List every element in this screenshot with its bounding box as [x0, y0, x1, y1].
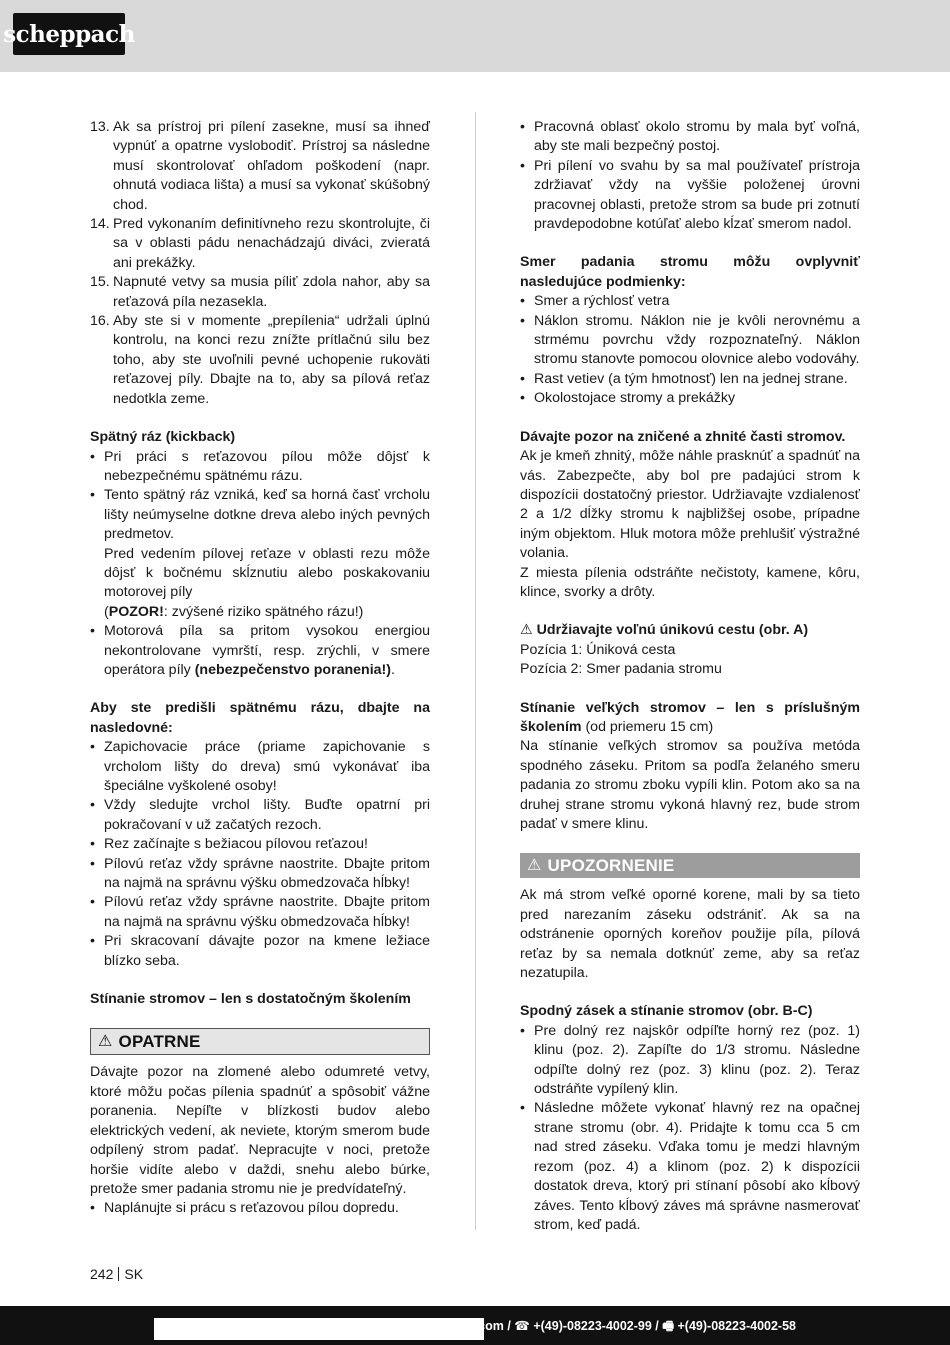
page-number — [90, 1266, 143, 1282]
notch-list — [520, 1022, 860, 1235]
list-item: • Naplánujte si prácu s reťazovou pílou dopredu. — [90, 1199, 430, 1218]
list-item: • Pri práci s reťazovou pílou môže dôjsť k nebezpečnému spätnému rázu. — [90, 448, 430, 487]
list-item: • Rez začínajte s bežiacou pílovou reťazou! — [90, 835, 430, 854]
warning-triangle-icon: ⚠ — [527, 857, 542, 875]
list-item: • Následne môžete vykonať hlavný rez na opačnej strane stromu (obr. 4). Pridajte k tomu cca 5 cm nad stred záseku. Vďaka tomu je medzi hlavným rezom (poz. 4) a klinom (poz. 2) k dispozícii dostatok dreva, ktorý pri stínaní pôsobí ako kĺbový záves. Tento kĺbový záves má správne nasmerovať strom, keď padá. — [520, 1099, 860, 1235]
item-text: Tento spätný ráz vzniká, keď sa horná časť vrcholu lišty neúmyselne dotkne dreva alebo iných pevných predmetov. — [104, 487, 430, 543]
fall-direction-heading: Smer padania stromu môžu ovplyvniť nasledujúce podmienky: — [520, 254, 860, 290]
escape-position-2: Pozícia 2: Smer padania stromu — [520, 661, 722, 678]
list-item: • Pílovú reťaz vždy správne naostrite. Dbajte pritom na najmä na správnu výšku obmedzovača hĺbky! — [90, 855, 430, 894]
list-item: • Náklon stromu. Náklon nie je kvôli nerovnému a strmému povrchu vždy rozpoznateľný. Náklon stromu stanovte pomocou olovnice alebo vodováhy. — [520, 312, 860, 370]
list-item: • Smer a rýchlosť vetra — [520, 292, 860, 311]
list-item — [90, 215, 430, 273]
escape-position-1: Pozícia 1: Úniková cesta — [520, 641, 676, 658]
kickback-heading: Spätný ráz (kickback) — [90, 429, 236, 446]
list-item — [90, 273, 430, 312]
list-item: • Vždy sledujte vrchol lišty. Buďte opatrní pri pokračovaní v už začatých rezoch. — [90, 796, 430, 835]
caution-label: OPATRNE — [118, 1032, 201, 1052]
list-item — [90, 622, 430, 680]
footer-bar — [0, 1306, 950, 1345]
right-column — [520, 118, 860, 1235]
list-item: • Okolostojace stromy a prekážky — [520, 389, 860, 408]
item-number: 16. — [90, 313, 110, 330]
caution-word: POZOR! — [108, 603, 164, 620]
avoid-kickback-heading: Aby ste predišli spätnému rázu, dbajte na nasledovné: — [90, 700, 430, 736]
warning-label: UPOZORNENIE — [547, 856, 675, 876]
numbered-list — [90, 118, 430, 409]
item-text: Aby ste si v momente „prepílenia“ udržali úplnú kontrolu, na konci rezu znížte prítlačnú silu bez toho, aby ste uvoľnili pevné uchopenie rukoväti reťazovej píly. Dbajte na to, aby sa pílová reťaz nedotkla zeme. — [113, 313, 430, 407]
kickback-list — [90, 448, 430, 681]
item-text: Ak sa prístroj pri pílení zasekne, musí sa ihneď vypnúť a opatrne vyslobodiť. Prístroj sa následne musí skontrolovať ohľadom poškodení (napr. ohnutá vodiaca lišta) a musí sa vykonať skúšobný chod. — [113, 119, 430, 213]
warning-triangle-icon: ⚠ — [98, 1033, 113, 1051]
notch-heading: Spodný zásek a stínanie stromov (obr. B-C) — [520, 1003, 813, 1020]
item-text: Pred vedením pílovej reťaze v oblasti rezu môže dôjsť k bočnému skĺznutiu alebo poskakovaniu motorovej píly — [104, 545, 430, 601]
warning-text: Ak má strom veľké oporné korene, mali by sa tieto pred narezaním záseku odstrániť. Ak sa na odstránenie oporných koreňov použije píla, pílová reťaz by sa nemala dotknúť zeme, aby sa reťaz nezatupila. — [520, 887, 860, 982]
item-text: : zvýšené riziko spätného rázu!) — [163, 603, 364, 620]
large-trees-title: Stínanie veľkých stromov – len s príslušným školením — [520, 699, 860, 735]
item-text: Napnuté vetvy sa musia píliť zdola nahor, aby sa reťazová píla nezasekla. — [113, 274, 430, 310]
list-item — [90, 312, 430, 409]
large-trees-suffix: (od priemeru 15 cm) — [581, 718, 714, 735]
item-number: 15. — [90, 274, 110, 291]
danger-note: (nebezpečenstvo poranenia!) — [194, 661, 392, 678]
header-bar — [0, 0, 950, 72]
caution-list — [90, 1199, 430, 1218]
list-item: • Pri skracovaní dávajte pozor na kmene ležiace blízko seba. — [90, 932, 430, 971]
damaged-trees-text: Ak je kmeň zhnitý, môže náhle prasknúť a spadnúť na vás. Zabezpečte, aby bol pre padajúci strom k dispozícii dostatočný priestor. Udržiavajte vzdialenosť 2 a 1/2 dĺžky stromu k najbližšej osobe, prípadne iným objektom. Hluk motora môže prehlušiť výstražné volania. — [520, 448, 860, 562]
fall-direction-list — [520, 292, 860, 408]
large-trees-heading — [520, 699, 860, 738]
item-text: ( — [104, 603, 109, 620]
list-item: • Pre dolný rez najskôr odpíľte horný rez (poz. 1) klinu (poz. 2). Zapíľte do 1/3 stromu. Následne odpíľte dolný rez (poz. 3) klinu (poz. 2). Teraz odstráňte vypílený klin. — [520, 1022, 860, 1100]
list-item: • Pracovná oblasť okolo stromu by mala byť voľná, aby ste mali bezpečný postoj. — [520, 118, 860, 157]
avoid-kickback-list — [90, 738, 430, 971]
item-number: 13. — [90, 119, 110, 135]
page-number-value: 242 — [90, 1266, 114, 1282]
caution-text: Dávajte pozor na zlomené alebo odumreté vetvy, ktoré môžu počas pílenia spadnúť a spôsobiť vážne poranenia. Nepíľte v blízkosti budov alebo elektrických vedení, ak neviete, ktorým smerom bude odpílený strom padať. Nepracujte v noci, pretože horšie vidíte alebo v daždi, snehu alebo búrke, pretože smer padania stromu nie je predvídateľný. — [90, 1064, 430, 1197]
damaged-trees-heading: Dávajte pozor na zničené a zhnité časti stromov. — [520, 428, 846, 445]
list-item: • Pri pílení vo svahu by sa mal používateľ prístroja zdržiavať vždy na vyššie položenej úrovni pracovnej oblasti, pretože strom sa bude pri zotnutí pravdepodobne kotúľať alebo kĺzať smerom nadol. — [520, 157, 860, 235]
work-area-list — [520, 118, 860, 234]
felling-heading: Stínanie stromov – len s dostatočným školením — [90, 991, 411, 1008]
language-code: SK — [124, 1266, 144, 1282]
brand-logo: scheppach — [13, 13, 125, 55]
item-number: 14. — [90, 216, 110, 233]
item-text: Pred vykonaním definitívneho rezu skontrolujte, či sa v oblasti pádu nenachádzajú diváci, zvieratá ani prekážky. — [113, 216, 430, 271]
large-trees-text: Na stínanie veľkých stromov sa používa metóda spodného záseku. Pritom sa podľa želaného smeru padania zo stromu zboku vypíli klin. Potom ako sa na druhej strane stromu vykoná hlavný rez, bude strom padať v smere klinu. — [520, 738, 860, 832]
item-text: . — [391, 661, 395, 678]
column-divider — [475, 112, 476, 1230]
footer-contact: ch.com / ☎ +(49)-08223-4002-99 / 🖷 +(49)-08223-4002-58 — [460, 1319, 796, 1333]
escape-route-heading: ⚠ Udržiavajte voľnú únikovú cestu (obr. A) — [520, 622, 809, 639]
damaged-trees-text-2: Z miesta pílenia odstráňte nečistoty, kamene, kôru, klince, svorky a drôty. — [520, 564, 860, 600]
caution-box — [90, 1028, 430, 1055]
left-column — [90, 118, 430, 1219]
list-item: • Pílovú reťaz vždy správne naostrite. Dbajte pritom na najmä na správnu výšku obmedzovača hĺbky! — [90, 893, 430, 932]
item-text: Motorová píla sa pritom vysokou energiou nekontrolovane vymrští, resp. zrýchli, v smere operátora píly — [104, 623, 430, 678]
list-item: • Rast vetiev (a tým hmotnosť) len na jednej strane. — [520, 370, 860, 389]
list-item: • Zapichovacie práce (priame zapichovanie s vrcholom lišty do dreva) smú vykonávať iba špeciálne vyškolené osoby! — [90, 738, 430, 796]
list-item — [90, 118, 430, 215]
footer-redaction — [154, 1318, 484, 1340]
warning-box — [520, 853, 860, 878]
list-item — [90, 486, 430, 622]
